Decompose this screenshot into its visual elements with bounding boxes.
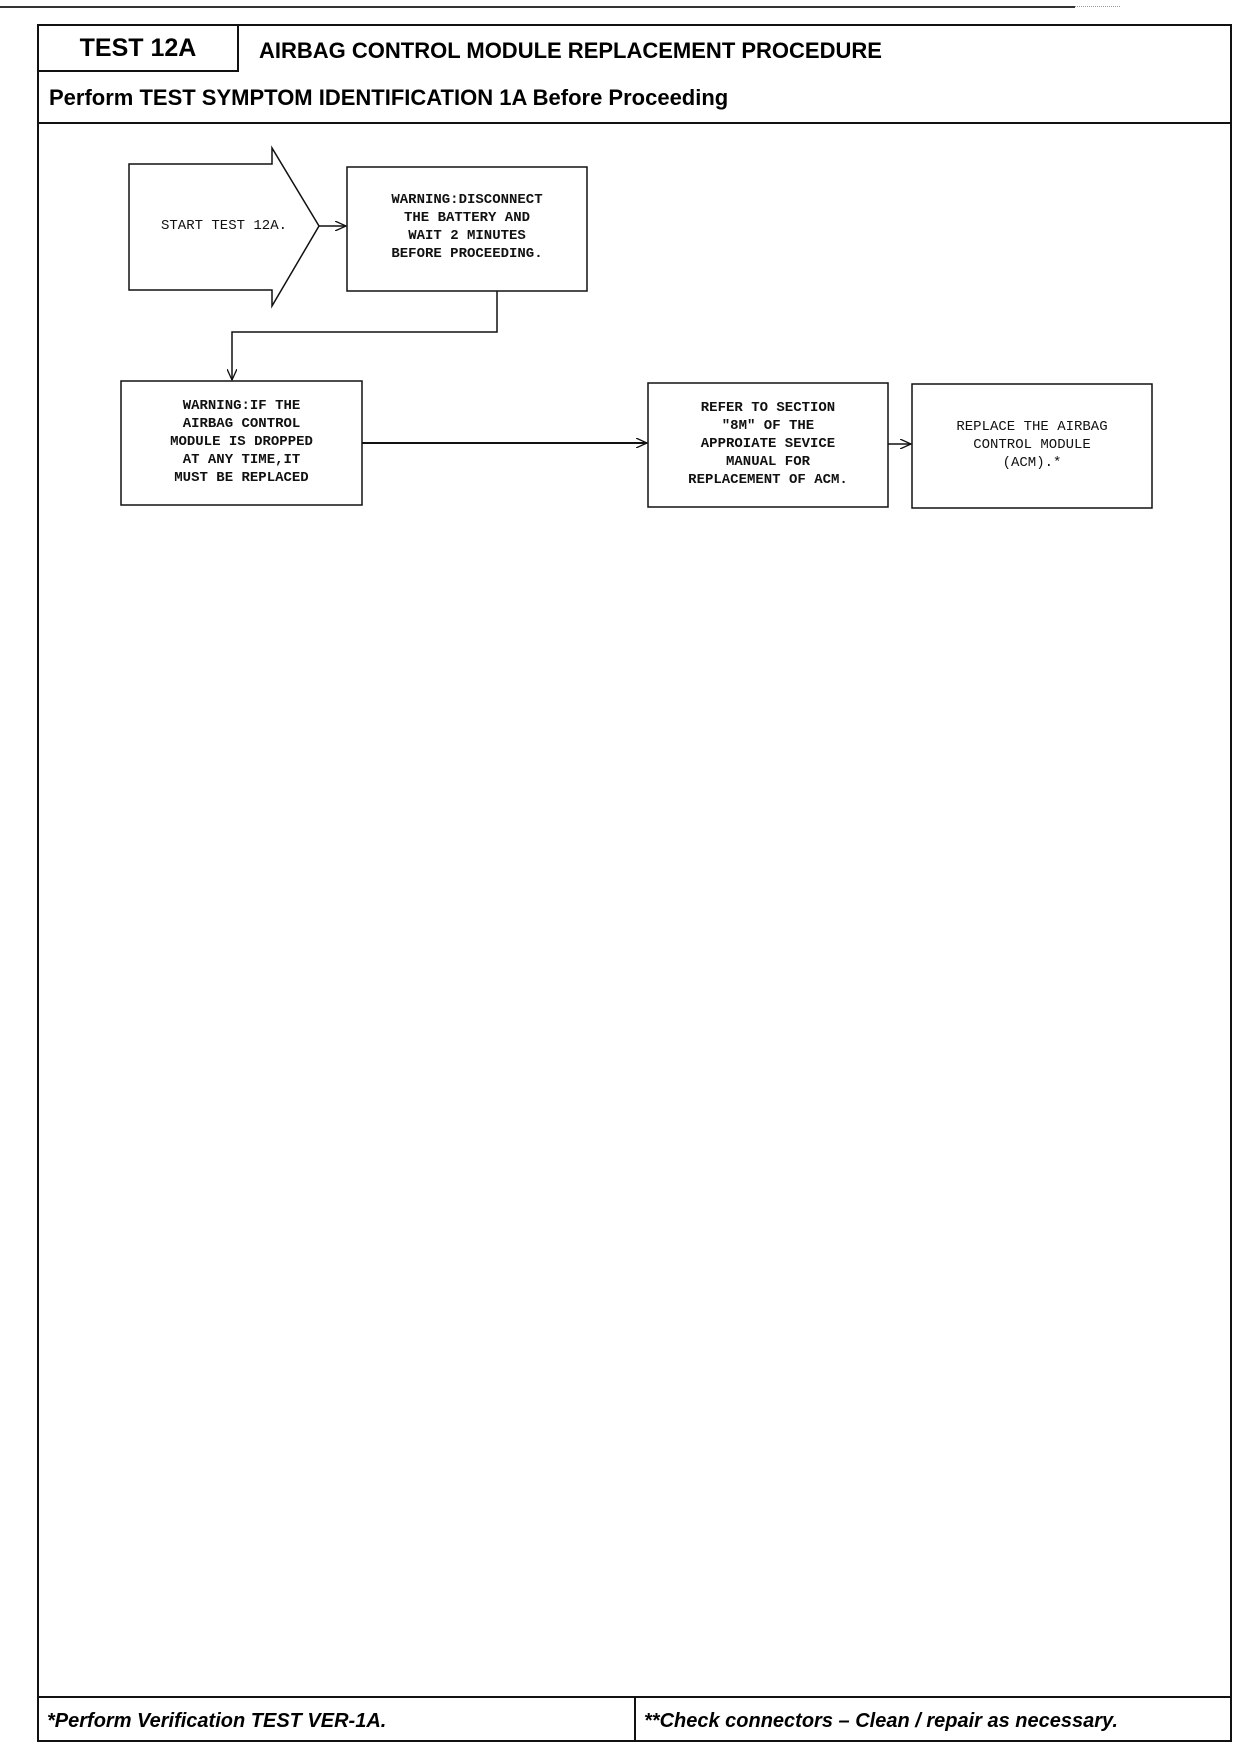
footer-split: [634, 1696, 636, 1742]
refer-section-text: REFER TO SECTION "8M" OF THE APPROIATE SEVICE MANUAL FOR REPLACEMENT OF ACM.: [688, 400, 848, 488]
procedure-title: AIRBAG CONTROL MODULE REPLACEMENT PROCEDURE: [259, 38, 882, 63]
prerequisite-note: Perform TEST SYMPTOM IDENTIFICATION 1A Before Proceeding: [49, 85, 729, 110]
replace-acm-text: REPLACE THE AIRBAG CONTROL MODULE (ACM).*: [956, 419, 1108, 471]
warning-dropped-text: WARNING:IF THE AIRBAG CONTROL MODULE IS DROPPED AT ANY TIME,IT MUST BE REPLACED: [170, 398, 313, 486]
test-id: TEST 12A: [39, 26, 239, 72]
flowchart: [39, 26, 1230, 1686]
top-rule: [0, 6, 1075, 8]
page-frame: [37, 24, 1232, 1742]
top-rule-fade: [1075, 6, 1120, 7]
footer-connector-note: **Check connectors – Clean / repair as necessary.: [644, 1710, 1118, 1732]
warning-battery-text: WARNING:DISCONNECT THE BATTERY AND WAIT 2 MINUTES BEFORE PROCEEDING.: [391, 192, 543, 262]
footer-verification-note: *Perform Verification TEST VER-1A.: [47, 1710, 387, 1732]
start-label: START TEST 12A.: [160, 218, 288, 234]
